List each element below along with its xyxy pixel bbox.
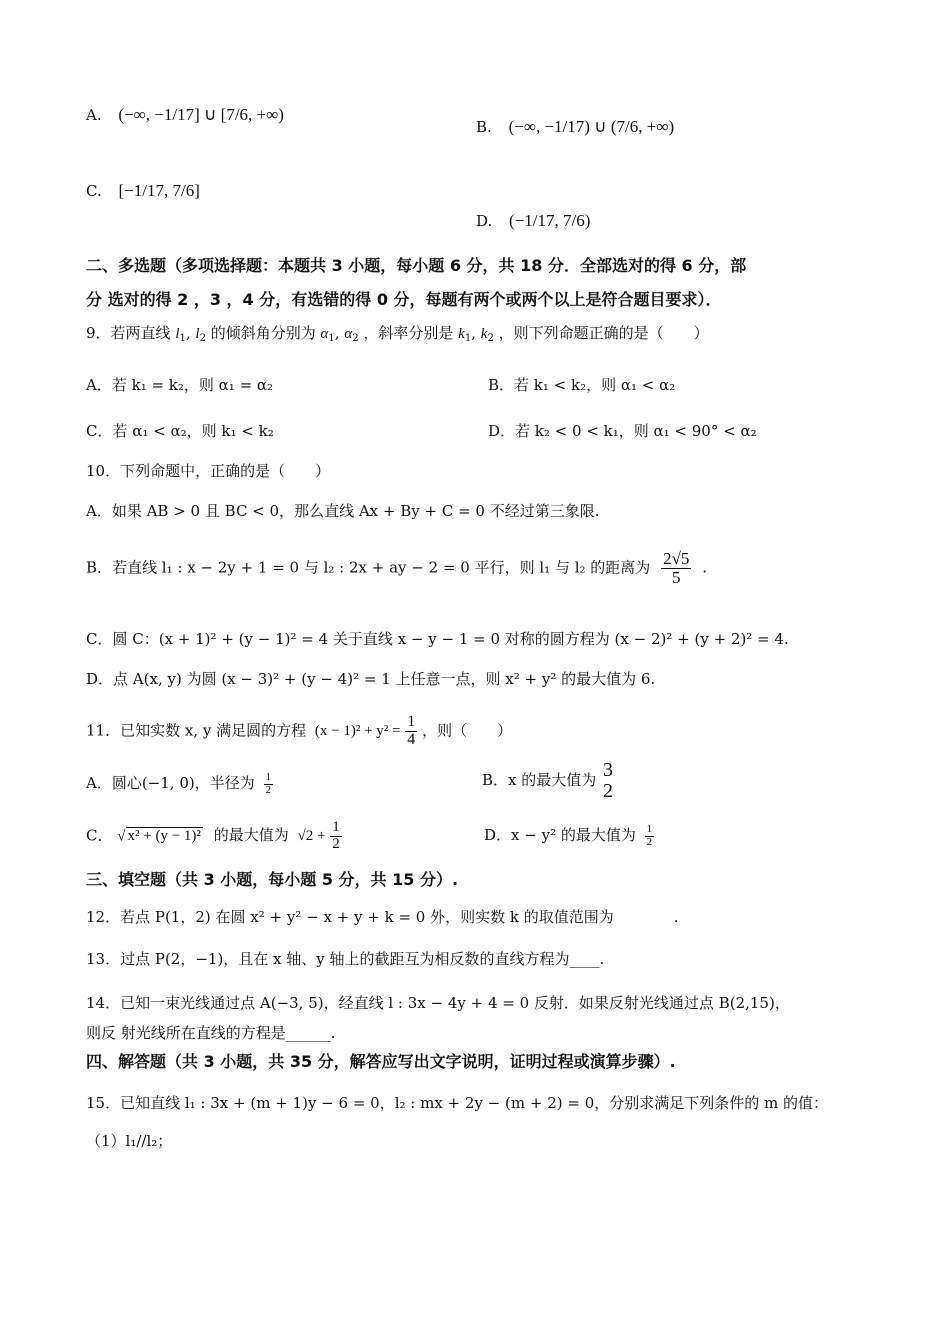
q11-stem: 11．已知实数 x, y 满足圆的方程 (x − 1)² + y² = $\frac{1}{4}$ ，则（ ） — [86, 713, 513, 748]
q8-option-d-expr: (−1/17, 7/6) — [509, 211, 591, 230]
q10-distance-fraction: $\frac{2√5}{5}$ — [663, 549, 690, 587]
q8-option-a: A. (−∞, −1/17] ∪ [7/6, +∞) — [86, 105, 284, 124]
q8-option-d: D. (−1/17, 7/6) — [476, 211, 591, 230]
q9-option-a: A．若 k₁ = k₂，则 α₁ = α₂ — [86, 376, 274, 394]
q11-option-d: D．x − y² 的最大值为 $\frac{1}{2}$ — [484, 823, 653, 848]
q11-c-radicand: x² + (y − 1)² — [127, 828, 201, 845]
q11-option-c: C． √ x² + (y − 1)² 的最大值为 √2 + $\frac{1}{2}$ — [86, 819, 340, 852]
q9-option-d: D．若 k₂ < 0 < k₁，则 α₁ < 90° < α₂ — [488, 422, 757, 440]
q8-option-b-expr: (−∞, −1/17) ∪ (7/6, +∞) — [508, 117, 675, 136]
q8-option-b: B. (−∞, −1/17) ∪ (7/6, +∞) — [476, 117, 675, 136]
q11-option-b: B．x 的最大值为 3 2 — [482, 759, 614, 802]
q9-option-c: C．若 α₁ < α₂，则 k₁ < k₂ — [86, 422, 274, 440]
section2-title-line2: 分 选对的得 2 ，3 ，4 分，有选错的得 0 分，每题有两个或两个以上是符合题目要求）． — [86, 290, 722, 309]
q10-option-d: D．点 A(x, y) 为圆 (x − 3)² + (y − 4)² = 1 上任意一点，则 x² + y² 的最大值为 6. — [86, 670, 656, 688]
section4-title: 四、解答题（共 3 小题，共 35 分，解答应写出文字说明，证明过程或演算步骤）. — [86, 1052, 676, 1071]
q8-option-c: C. [−1/17, 7/6] — [86, 181, 200, 200]
q10-option-c: C．圆 C：(x + 1)² + (y − 1)² = 4 关于直线 x − y − 1 = 0 对称的圆方程为 (x − 2)² + (y + 2)² = 4. — [86, 630, 789, 648]
q9-option-b: B．若 k₁ < k₂，则 α₁ < α₂ — [488, 376, 676, 394]
section3-title: 三、填空题（共 3 小题，每小题 5 分，共 15 分）. — [86, 870, 459, 889]
q10-option-b: B．若直线 l₁ : x − 2y + 1 = 0 与 l₂ : 2x + ay − 2 = 0 平行，则 l₁ 与 l₂ 的距离为 $\frac{2√5}{5}$ . — [86, 549, 707, 587]
section2-title-line1: 二、多选题（多项选择题：本题共 3 小题，每小题 6 分，共 18 分．全部选对的得 6 分，部 — [86, 256, 747, 275]
q10-option-a: A．如果 AB > 0 且 BC < 0，那么直线 Ax + By + C = 0 不经过第三象限. — [86, 502, 600, 520]
q8-option-a-expr: (−∞, −1/17] ∪ [7/6, +∞) — [118, 105, 284, 124]
q14-line2: 则反 射光线所在直线的方程是______. — [86, 1024, 336, 1042]
q13-text: 13．过点 P(2，−1)，且在 x 轴、y 轴上的截距互为相反数的直线方程为____. — [86, 950, 605, 968]
q11-option-a: A．圆心(−1, 0)，半径为 $\frac{1}{2}$ — [86, 771, 272, 796]
q12-text: 12．若点 P(1，2) 在圆 x² + y² − x + y + k = 0 外，则实数 k 的取值范围为 . — [86, 908, 679, 926]
q10-stem: 10．下列命题中，正确的是（ ） — [86, 462, 331, 480]
q11-radius-fraction: $\frac{1}{4}$ — [407, 713, 416, 748]
q8-option-c-expr: [−1/17, 7/6] — [118, 181, 200, 200]
q9-stem: 9．若两直线 $l_1$, $l_2$ 的倾斜角分别为 $\alpha_1$, $\alpha_2$ ，斜率分别是 $k_1$, $k_2$ ，则下列命题正确的是（ ） — [86, 324, 709, 344]
q14-line1: 14．已知一束光线通过点 A(−3, 5)，经直线 l : 3x − 4y + 4 = 0 反射．如果反射光线通过点 B(2,15)， — [86, 994, 790, 1012]
q15-part1: （1）l₁//l₂； — [86, 1132, 173, 1150]
q15-line1: 15．已知直线 l₁ : 3x + (m + 1)y − 6 = 0，l₂ : mx + 2y − (m + 2) = 0，分别求满足下列条件的 m 的值： — [86, 1094, 829, 1112]
